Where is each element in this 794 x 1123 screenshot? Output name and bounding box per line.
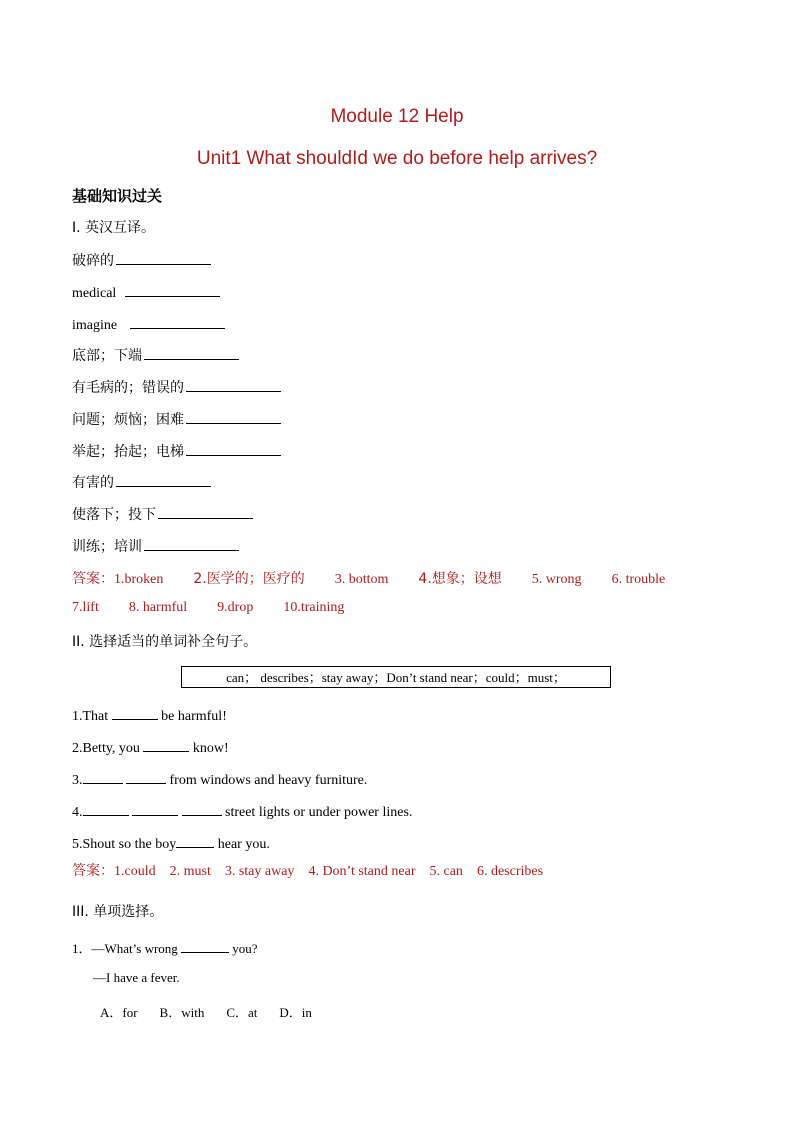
answer-blank [186,409,281,424]
sentence-blank [176,834,214,848]
sentence-blank [132,802,178,816]
question-1-reply: —I have a fever. [93,970,180,985]
answer-blank [130,314,225,329]
option-a: A．for [100,1005,138,1020]
part1-heading: I. 英汉互译。 [72,220,156,236]
vocab-item: 举起；抬起；电梯 [72,441,281,461]
sentence-blank [83,770,123,784]
fill-sentence: 3. from windows and heavy furniture. [72,770,367,789]
sentence-blank [83,802,129,816]
vocab-item: 训练；培训 [72,536,239,556]
vocab-item: imagine [72,314,225,334]
option-d: D．in [279,1005,312,1020]
answer-blank [144,345,239,360]
vocab-item: medical [72,282,220,302]
vocab-item: 有害的 [72,472,211,492]
sentence-blank [126,770,166,784]
vocab-item: 破碎的 [72,250,211,270]
question-blank [181,939,229,953]
vocab-item: 底部；下端 [72,345,239,365]
fill-sentence: 5.Shout so the boy hear you. [72,834,270,853]
part3-heading: III. 单项选择。 [72,904,164,920]
answer-blank [125,282,220,297]
answer-blank [116,472,211,487]
sentence-blank [182,802,222,816]
section-heading: 基础知识过关 [72,187,163,205]
answer-blank [186,441,281,456]
answer-blank [144,536,239,551]
vocab-item: 有毛病的；错误的 [72,377,281,397]
vocab-item: 使落下；投下 [72,504,253,524]
option-b: B．with [159,1005,205,1020]
question-1-stem: 1．—What’s wrong you? [72,941,258,956]
answer-blank [158,504,253,519]
fill-sentence: 4. street lights or under power lines. [72,802,412,821]
part2-answers: 答案：1.could 2. must 3. stay away 4. Don’t stand near 5. can 6. describes [72,863,544,879]
sentence-blank [112,706,158,720]
part1-answers-continued: 7.lift 8. harmful 9.drop 10.training [72,600,345,615]
question-1-options [100,1002,312,1021]
sentence-blank [143,738,189,752]
answer-blank [186,377,281,392]
fill-sentence: 2.Betty, you know! [72,738,229,757]
option-c: C．at [226,1005,258,1020]
answer-blank [116,250,211,265]
word-box: can； describes；stay away；Don’t stand near；could；must； [181,666,611,688]
vocab-item: 问题；烦恼；困难 [72,409,281,429]
part1-answers: 答案：1.broken 2.医学的；医疗的 3. bottom 4.想象；设想 5. wrong 6. trouble [72,571,666,587]
part2-heading: II. 选择适当的单词补全句子。 [72,634,258,650]
fill-sentence: 1.That be harmful! [72,706,227,725]
page-title: Module 12 Help [330,106,464,127]
page-subtitle: Unit1 What shouldId we do before help arrives? [196,148,598,169]
